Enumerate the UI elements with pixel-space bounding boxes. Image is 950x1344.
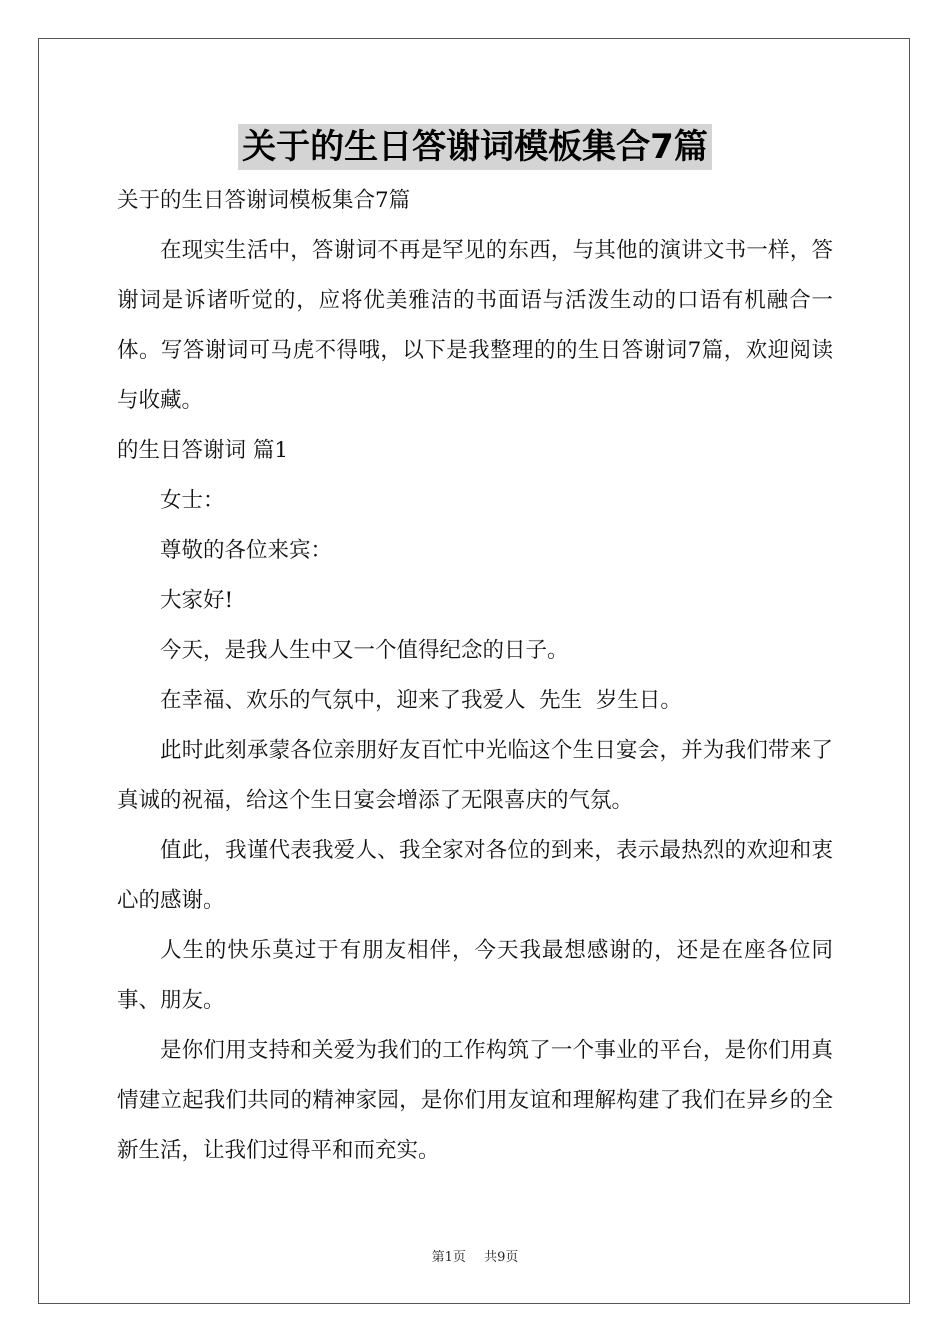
body-paragraph: 今天，是我人生中又一个值得纪念的日子。: [160, 638, 569, 663]
page-total: 共9页: [484, 1250, 519, 1265]
document-subtitle: 关于的生日答谢词模板集合7篇: [117, 188, 411, 213]
body-paragraph: 此时此刻承蒙各位亲朋好友百忙中光临这个生日宴会，并为我们带来了真诚的祝福，给这个生日宴会增添了无限喜庆的气氛。: [117, 738, 833, 813]
body-paragraph: 是你们用支持和关爱为我们的工作构筑了一个事业的平台，是你们用真情建立起我们共同的精神家园，是你们用友谊和理解构建了我们在异乡的全新生活，让我们过得平和而充实。: [117, 1038, 833, 1163]
title-wrapper: [0, 124, 950, 170]
intro-paragraph: 在现实生活中，答谢词不再是罕见的东西，与其他的演讲文书一样，答谢词是诉诸听觉的，应将优美雅洁的书面语与活泼生动的口语有机融合一体。写答谢词可马虎不得哦，以下是我整理的的生日答谢词7篇，欢迎阅读与收藏。: [117, 238, 833, 413]
page-footer: [0, 1246, 950, 1265]
salutation-guests: 尊敬的各位来宾：: [160, 538, 333, 563]
salutation-ladies: 女士：: [160, 488, 225, 513]
body-paragraph: 在幸福、欢乐的气氛中，迎来了我爱人 先生 岁生日。: [160, 688, 682, 713]
document-body: [117, 176, 833, 1176]
section-heading: 的生日答谢词 篇1: [117, 438, 289, 463]
greeting: 大家好!: [160, 588, 234, 613]
document-title: 关于的生日答谢词模板集合7篇: [238, 124, 712, 170]
page-number: 第1页: [431, 1250, 466, 1265]
body-paragraph: 值此，我谨代表我爱人、我全家对各位的到来，表示最热烈的欢迎和衷心的感谢。: [117, 838, 833, 913]
body-paragraph: 人生的快乐莫过于有朋友相伴，今天我最想感谢的，还是在座各位同事、朋友。: [117, 938, 833, 1013]
